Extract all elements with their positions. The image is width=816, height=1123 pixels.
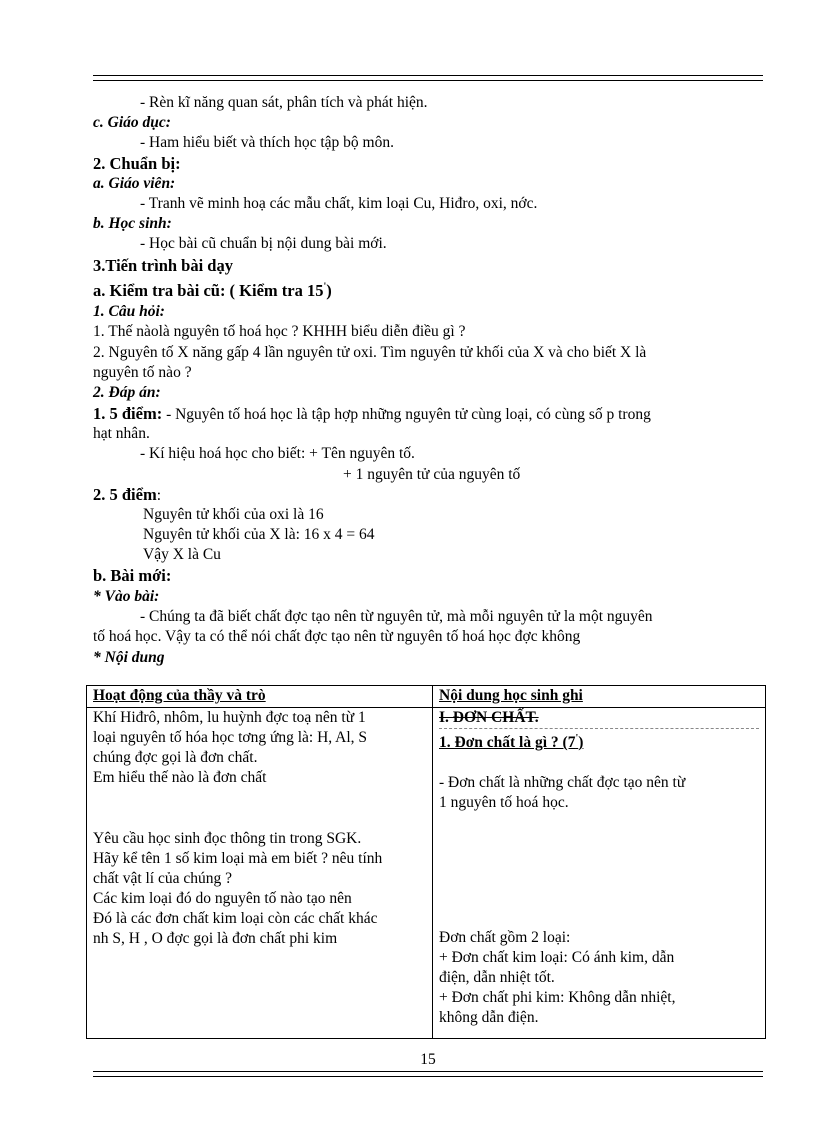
cell-line: Đó là các đơn chất kim loại còn các chất khác	[93, 910, 378, 927]
cell-spacer	[93, 788, 426, 808]
heading-kiem-tra: a. Kiểm tra bài cũ: ( Kiểm tra 15')	[93, 281, 332, 300]
text-line: Vậy X là Cu	[143, 546, 221, 563]
cell-line: - Đơn chất là những chất đợc tạo nên từ	[439, 774, 686, 791]
heading-chuan-bi: 2. Chuẩn bị:	[93, 154, 181, 173]
header-left: Hoạt động của thầy và trò	[87, 686, 433, 708]
cell-line: loại nguyên tố hóa học tơng ứng là: H, Al, S	[93, 729, 368, 746]
table-header-row	[87, 686, 766, 708]
page-number: 15	[420, 1051, 436, 1068]
text-line: 2. Nguyên tố X năng gấp 4 lần nguyên tử oxi. Tìm nguyên tử khối của X và cho biết X là	[93, 344, 647, 361]
text-line: 2. 5 điểm:	[93, 485, 162, 504]
heading-giao-duc: c. Giáo dục:	[93, 114, 171, 131]
header-right: Nội dung học sinh ghi	[433, 686, 766, 708]
heading-noi-dung: * Nội dung	[93, 649, 165, 666]
text-line: - Tranh vẽ minh hoạ các mẫu chất, kim loại Cu, Hiđro, oxi, nớc.	[140, 195, 538, 212]
text-line: tố hoá học. Vậy ta có thể nói chất đợc tạo nên từ nguyên tố hoá học đợc không	[93, 628, 581, 645]
text-line: nguyên tố nào ?	[93, 364, 192, 381]
right-cell	[433, 708, 766, 1039]
heading-tien-trinh: 3.Tiến trình bài dạy	[93, 256, 233, 275]
left-cell	[87, 708, 433, 1039]
text-line: - Kí hiệu hoá học cho biết: + Tên nguyên tố.	[140, 445, 415, 462]
heading-cau-hoi: 1. Câu hỏi:	[93, 303, 165, 320]
cell-line: điện, dẫn nhiệt tốt.	[439, 969, 555, 986]
cell-line: chúng đợc gọi là đơn chất.	[93, 749, 258, 766]
text-line: - Chúng ta đã biết chất đợc tạo nên từ nguyên tử, mà mỗi nguyên tử la một nguyên	[140, 608, 653, 625]
subsection-heading: 1. Đơn chất là gì ? (7')	[439, 732, 584, 751]
text-line: Nguyên tử khối của X là: 16 x 4 = 64	[143, 526, 375, 543]
heading-dap-an: 2. Đáp án:	[93, 384, 161, 401]
cell-line: 1 nguyên tố hoá học.	[439, 794, 569, 811]
cell-line: + Đơn chất phi kim: Không dẫn nhiệt,	[439, 989, 676, 1006]
heading-hoc-sinh: b. Học sinh:	[93, 215, 172, 232]
header-double-rule	[93, 75, 763, 81]
cell-line: Đơn chất gồm 2 loại:	[439, 929, 571, 946]
section-heading: I. ĐƠN CHẤT.	[439, 708, 759, 729]
text-line: hạt nhân.	[93, 425, 150, 442]
cell-line: Em hiểu thế nào là đơn chất	[93, 769, 267, 786]
cell-line: Các kim loại đó do nguyên tố nào tạo nên	[93, 890, 352, 907]
cell-line: Yêu cầu học sinh đọc thông tin trong SGK.	[93, 830, 362, 847]
cell-line: nh S, H , O đợc gọi là đơn chất phi kim	[93, 930, 338, 947]
text-line: Nguyên tử khối của oxi là 16	[143, 506, 324, 523]
cell-line: Khí Hiđrô, nhôm, lu huỳnh đợc toạ nên từ 1	[93, 709, 366, 726]
heading-bai-moi: b. Bài mới:	[93, 566, 172, 585]
text-line: - Học bài cũ chuẩn bị nội dung bài mới.	[140, 235, 387, 252]
cell-line: + Đơn chất kim loại: Có ánh kim, dẫn	[439, 949, 675, 966]
cell-line: không dẫn điện.	[439, 1009, 539, 1026]
text-line: 1. Thế nàolà nguyên tố hoá học ? KHHH biểu diễn điều gì ?	[93, 323, 466, 340]
cell-line: chất vật lí của chúng ?	[93, 870, 233, 887]
text-line: - Ham hiểu biết và thích học tập bộ môn.	[140, 134, 394, 151]
cell-spacer	[93, 808, 426, 829]
lesson-table	[86, 685, 766, 1039]
heading-giao-vien: a. Giáo viên:	[93, 175, 176, 192]
heading-vao-bai: * Vào bài:	[93, 588, 160, 605]
cell-line: Hãy kể tên 1 số kim loại mà em biết ? nêu tính	[93, 850, 383, 867]
text-line: - Rèn kĩ năng quan sát, phân tích và phát hiện.	[140, 94, 428, 111]
text-line: + 1 nguyên tử của nguyên tố	[343, 466, 521, 483]
text-line: 1. 5 điểm: - Nguyên tố hoá học là tập hợp những nguyên tử cùng loại, có cùng số p trong	[93, 404, 651, 423]
table-row	[87, 708, 766, 1039]
footer-double-rule	[93, 1071, 763, 1077]
